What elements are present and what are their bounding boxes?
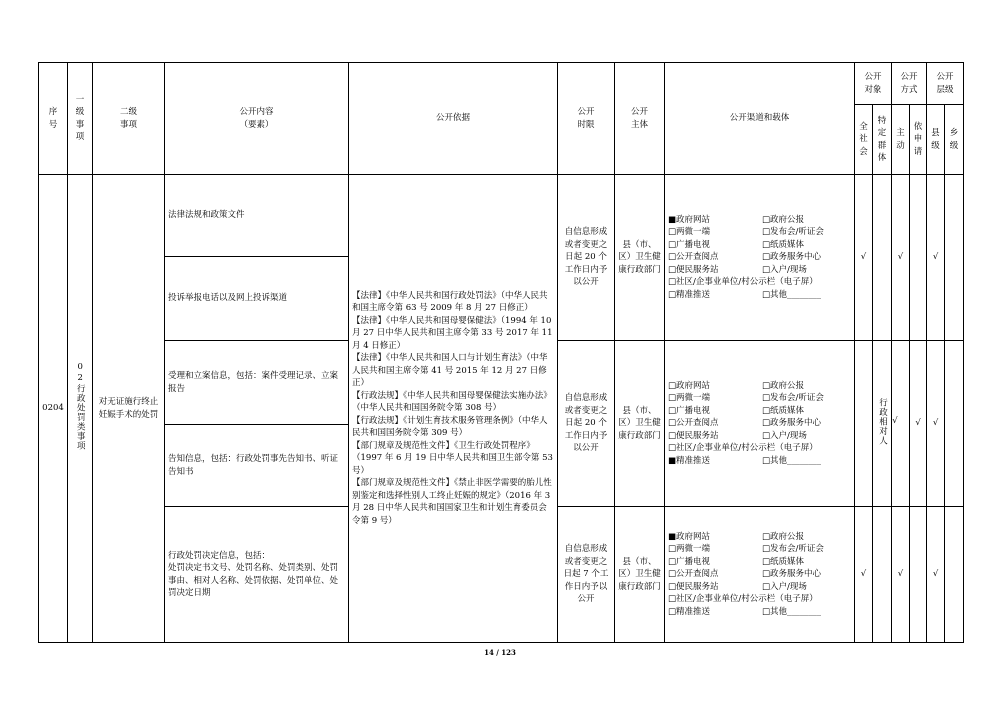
level1-cell <box>68 175 93 643</box>
audience-specific-mark <box>873 175 892 341</box>
channel-option: □纸质媒体 <box>762 405 805 416</box>
level-county-mark: √ <box>927 507 945 643</box>
channel-option: □两微一端 <box>668 544 711 555</box>
header-channels: 公开渠道和载体 <box>665 63 855 175</box>
seq-cell: 0204 <box>39 175 68 643</box>
header-basis: 公开依据 <box>349 63 558 175</box>
channel-option: □公开查阅点 <box>668 252 719 263</box>
level-county-mark: √ <box>927 341 945 507</box>
channel-option: ■精准推送 <box>668 455 711 466</box>
channel-option: □广播电视 <box>668 556 711 567</box>
header-audience: 公开 对象 <box>855 63 892 105</box>
method-active-mark: √ <box>892 175 910 341</box>
channel-option: □社区/企事业单位/村公示栏（电子屏） <box>668 443 818 454</box>
method-request-mark: √ <box>910 341 927 507</box>
channel-option: ■政府网站 <box>668 531 711 542</box>
disclosure-table <box>38 62 964 643</box>
header-subject: 公开 主体 <box>615 63 665 175</box>
content-item: 投诉举报电话以及网上投诉渠道 <box>165 257 349 341</box>
level2-cell: 对无证施行终止妊娠手术的处罚 <box>93 175 165 643</box>
channel-option: □两微一端 <box>668 393 711 404</box>
page-number: 14 / 123 <box>484 648 516 657</box>
channel-option: □入户/现场 <box>762 430 807 441</box>
channel-option: □便民服务站 <box>668 264 719 275</box>
content-item: 告知信息，包括：行政处罚事先告知书、听证告知书 <box>165 425 349 507</box>
channel-option: □发布会/听证会 <box>762 227 824 238</box>
level-town-mark <box>945 507 964 643</box>
header-content: 公开内容 （要素） <box>165 63 349 175</box>
subject-cell: 县（市、区）卫生健康行政部门 <box>615 341 665 507</box>
channel-option: □纸质媒体 <box>762 556 805 567</box>
channel-option: □政府公报 <box>762 214 805 225</box>
level-town-mark <box>945 341 964 507</box>
channel-option: □入户/现场 <box>762 581 807 592</box>
channels-cell <box>665 341 855 507</box>
channel-option: □政务服务中心 <box>762 252 822 263</box>
channel-option: □公开查阅点 <box>668 569 719 580</box>
header-method-active: 主 动 <box>892 105 910 175</box>
header-level2: 二级 事项 <box>93 63 165 175</box>
subject-cell: 县（市、区）卫生健康行政部门 <box>615 175 665 341</box>
channels-cell <box>665 175 855 341</box>
audience-specific-mark <box>873 341 900 507</box>
channel-option: □入户/现场 <box>762 264 807 275</box>
channel-option: □政务服务中心 <box>762 569 822 580</box>
time-limit-cell: 自信息形成或者变更之日起 20 个工作日内予以公开 <box>558 341 615 507</box>
channel-option: □便民服务站 <box>668 581 719 592</box>
channel-option: □政府公报 <box>762 531 805 542</box>
header-level: 公开 层级 <box>927 63 964 105</box>
channel-option: □公开查阅点 <box>668 418 719 429</box>
header-seq: 序 号 <box>39 63 68 175</box>
channel-option: □政务服务中心 <box>762 418 822 429</box>
time-limit-cell: 自信息形成或者变更之日起 20 个工作日内予以公开 <box>558 175 615 341</box>
audience-specific-text: √ 行政相对人 <box>877 397 900 445</box>
audience-all-mark: √ <box>855 175 873 341</box>
audience-all-mark <box>855 341 873 507</box>
header-level-county: 县 级 <box>927 105 945 175</box>
time-limit-cell: 自信息形成或者变更之日起 7 个工作日内予以公开 <box>558 507 615 643</box>
channel-option: □政府公报 <box>762 380 805 391</box>
channel-list <box>668 531 851 619</box>
channel-option: □其他________ <box>762 455 822 466</box>
channel-option: □广播电视 <box>668 239 711 250</box>
channel-list <box>668 214 851 302</box>
header-level1: 一 级 事 项 <box>68 63 93 175</box>
channel-option: □两微一端 <box>668 227 711 238</box>
header-time-limit: 公开 时限 <box>558 63 615 175</box>
basis-cell: 【法律】《中华人民共和国行政处罚法》（中华人民共和国主席令第 63 号 2009 年 8 月 27 日修正） 【法律】《中华人民共和国母婴保健法》（1994 年 10 月 27 日中华人民共和国主席令第 33 号 2017 年 11 月 4 日修正） 【法律】《中华人民共和国人口与计划生育法》（中华人民共和国主席令第 41 号 2015 年 12 月 27 日修正） 【行政法规】《中华人民共和国母婴保健法实施办法》（中华人民共和国国务院令第 308 号） 【行政法规】《计划生育技术服务管理条例》（中华人民共和国国务院令第 309 号） 【部门规章及规范性文件】《卫生行政处罚程序》（1997 年 6 月 19 日中华人民共和国卫生部令第 53 号） 【部门规章及规范性文件】《禁止非医学需要的胎儿性别鉴定和选择性别人工终止妊娠的规定》（2016 年 3 月 28 日中华人民共和国国家卫生和计划生育委员会令第 9 号） <box>349 175 558 643</box>
channel-option: □其他________ <box>762 606 822 617</box>
header-method: 公开 方式 <box>892 63 927 105</box>
channel-option: □精准推送 <box>668 606 711 617</box>
method-request-mark <box>910 175 927 341</box>
content-item: 法律法规和政策文件 <box>165 175 349 257</box>
subject-cell: 县（市、区）卫生健康行政部门 <box>615 507 665 643</box>
channel-option: □其他________ <box>762 289 822 300</box>
channel-option: □发布会/听证会 <box>762 393 824 404</box>
level-town-mark <box>945 175 964 341</box>
header-level-town: 乡 级 <box>945 105 964 175</box>
channel-option: ■政府网站 <box>668 214 711 225</box>
channel-option: □纸质媒体 <box>762 239 805 250</box>
header-audience-all: 全 社 会 <box>855 105 873 175</box>
method-request-mark <box>910 507 927 643</box>
content-item: 行政处罚决定信息，包括： 处罚决定书文号、处罚名称、处罚类别、处罚事由、相对人名称、处罚依据、处罚单位、处罚决定日期 <box>165 507 349 643</box>
channel-option: □社区/企事业单位/村公示栏（电子屏） <box>668 277 818 288</box>
channel-option: □精准推送 <box>668 289 711 300</box>
level1-text: 02行政处罚类事项 <box>75 362 86 451</box>
method-active-mark: √ <box>892 507 910 643</box>
channel-option: □便民服务站 <box>668 430 719 441</box>
level-county-mark: √ <box>927 175 945 341</box>
content-item: 受理和立案信息，包括：案件受理记录、立案报告 <box>165 341 349 425</box>
audience-all-mark: √ <box>855 507 873 643</box>
header-method-request: 依 申 请 <box>910 105 927 175</box>
audience-specific-mark <box>873 507 892 643</box>
channels-cell <box>665 507 855 643</box>
channel-option: □发布会/听证会 <box>762 544 824 555</box>
channel-list <box>668 380 851 468</box>
channel-option: □广播电视 <box>668 405 711 416</box>
channel-option: □政府网站 <box>668 380 711 391</box>
header-audience-specific: 特 定 群 体 <box>873 105 892 175</box>
channel-option: □社区/企事业单位/村公示栏（电子屏） <box>668 594 818 605</box>
